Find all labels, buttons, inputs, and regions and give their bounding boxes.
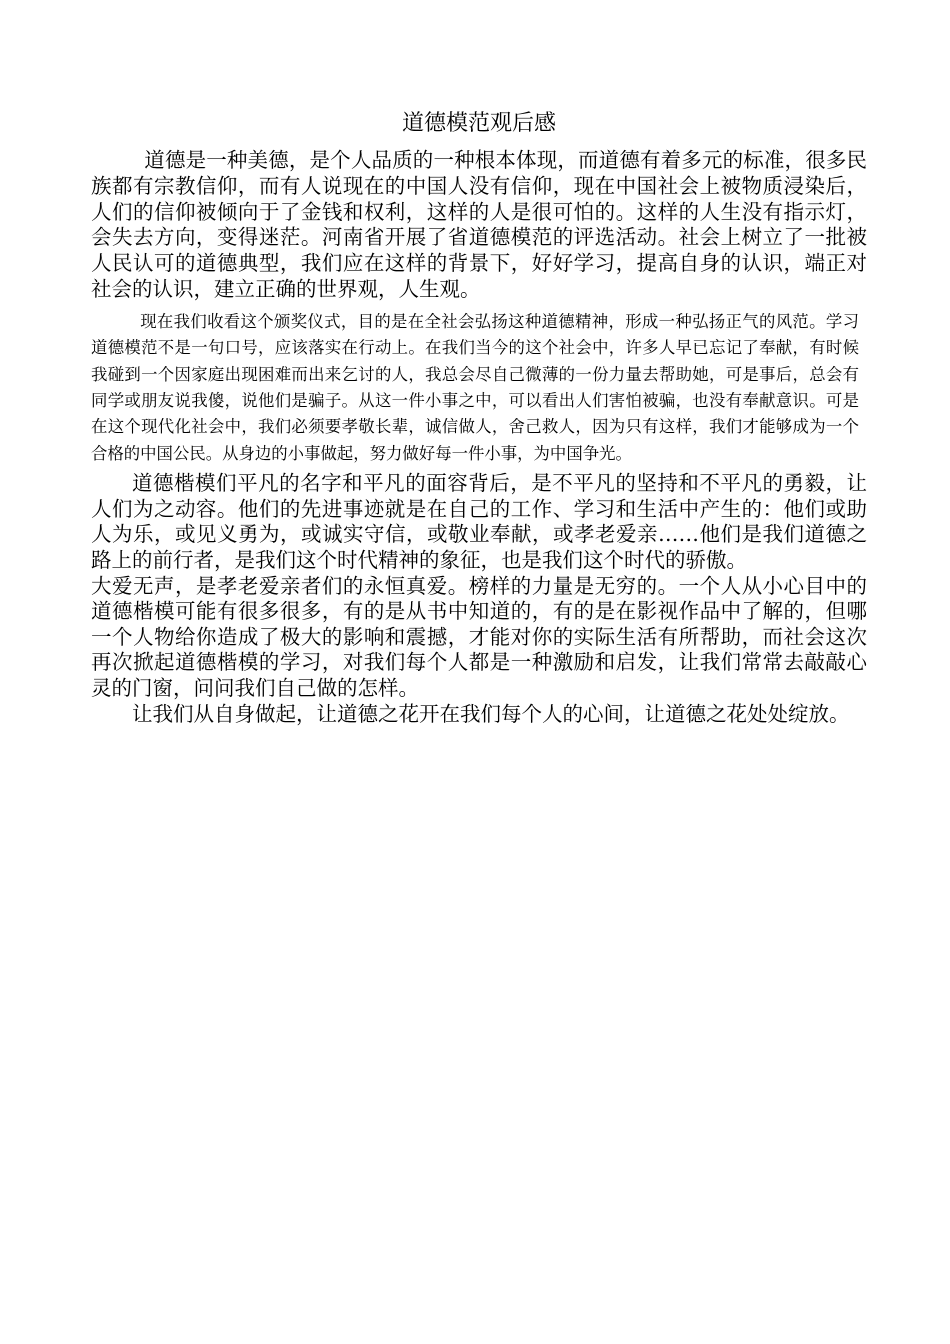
paragraph-2: 现在我们收看这个颁奖仪式，目的是在全社会弘扬这种道德精神，形成一种弘扬正气的风范。学习道德模范不是一句口号，应该落实在行动上。在我们当今的这个社会中，许多人早已忘记了奉献，有时候我碰到一个因家庭出现困难而出来乞讨的人，我总会尽自己微薄的一份力量去帮助她，可是事后，总会有同学或朋友说我傻，说他们是骗子。从这一件小事之中，可以看出人们害怕被骗，也没有奉献意识。可是在这个现代化社会中，我们必须要孝敬长辈，诚信做人，舍己救人，因为只有这样，我们才能够成为一个合格的中国公民。从身边的小事做起，努力做好每一件小事，为中国争光。 (91, 311, 859, 463)
document-content (91, 108, 867, 727)
document-title: 道德模范观后感 (401, 111, 556, 136)
paragraph-3: 道德楷模们平凡的名字和平凡的面容背后，是不平凡的坚持和不平凡的勇毅，让人们为之动容。他们的先进事迹就是在自己的工作、学习和生活中产生的：他们或助人为乐，或见义勇为，或诚实守信，或敬业奉献，或孝老爱亲……他们是我们道德之路上的前行者，是我们这个时代精神的象征，也是我们这个时代的骄傲。 (91, 471, 867, 572)
paragraph-5: 让我们从自身做起，让道德之花开在我们每个人的心间，让道德之花处处绽放。 (132, 701, 850, 726)
paragraph-4: 大爱无声，是孝老爱亲者们的永恒真爱。榜样的力量是无穷的。一个人从小心目中的道德楷模可能有很多很多，有的是从书中知道的，有的是在影视作品中了解的，但哪一个人物给你造成了极大的影响和震撼，才能对你的实际生活有所帮助，而社会这次再次掀起道德楷模的学习，对我们每个人都是一种激励和启发，让我们常常去敲敲心灵的门窗，问问我们自己做的怎样。 (91, 573, 867, 700)
paragraph-1: 道德是一种美德，是个人品质的一种根本体现，而道德有着多元的标准，很多民族都有宗教信仰，而有人说现在的中国人没有信仰，现在中国社会上被物质浸染后，人们的信仰被倾向于了金钱和权利，这样的人是很可怕的。这样的人生没有指示灯，会失去方向，变得迷茫。河南省开展了省道德模范的评选活动。社会上树立了一批被人民认可的道德典型，我们应在这样的背景下，好好学习，提高自身的认识，端正对社会的认识，建立正确的世界观，人生观。 (91, 148, 867, 301)
